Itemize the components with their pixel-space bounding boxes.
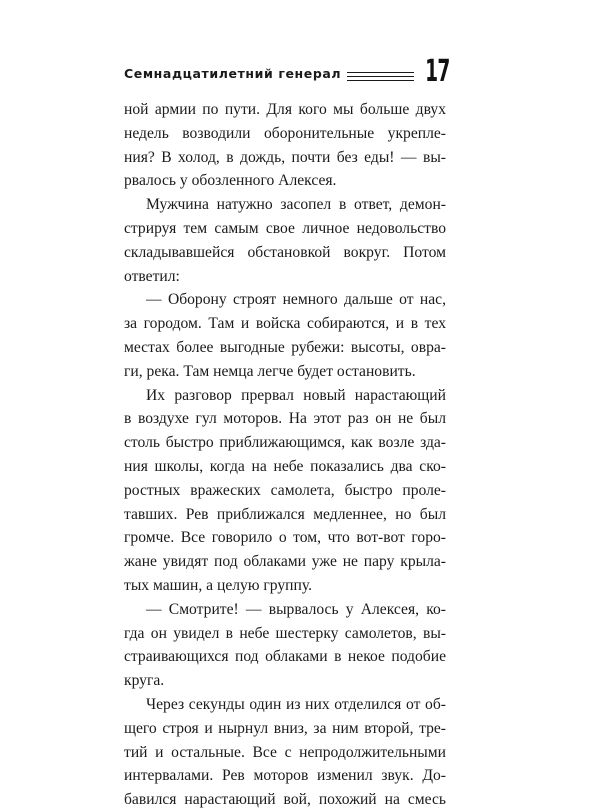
text-line: ростных вражеских самолета, быстро проле- — [124, 481, 446, 499]
text-line: ния школы, когда на небе показались два ско- — [124, 457, 446, 475]
text-line: круга. — [124, 672, 165, 690]
text-line: за городом. Там и войска собираются, и в тех — [124, 315, 446, 333]
text-line: складывавшейся обстановкой вокруг. Потом — [124, 243, 446, 261]
text-line: в воздухе гул моторов. На этот раз он не был — [124, 410, 446, 428]
text-line: Мужчина натужно засопел в ответ, демон- — [146, 196, 446, 214]
text-line: тий и остальные. Все с непродолжительными — [124, 743, 446, 761]
text-line: местах более выгодные рубежи: высоты, овра- — [124, 338, 446, 356]
text-line: ги, река. Там немца легче будет остановить. — [124, 362, 416, 380]
text-line: тавших. Рев приближался медленнее, но был — [124, 505, 446, 523]
text-line: Через секунды один из них отделился от об- — [146, 695, 446, 713]
page-number: 17 — [425, 54, 450, 89]
text-line: ной армии по пути. Для кого мы больше двух — [124, 101, 446, 118]
text-line: жане увидят под облаками уже не пару крыла- — [124, 553, 446, 571]
text-line: тых машин, а целую группу. — [124, 576, 312, 594]
text-line: Их разговор прервал новый нарастающий — [146, 386, 446, 404]
text-line: ответил: — [124, 267, 180, 285]
text-line: рвалось у обозленного Алексея. — [124, 172, 337, 190]
text-line: страивающихся под облаками в некое подобие — [124, 648, 446, 666]
text-line: громче. Все говорило о том, что вот-вот горо- — [124, 529, 446, 547]
text-line: столь быстро приближающимся, как возле зда- — [124, 434, 446, 452]
text-line: гда он увидел в небе шестерку самолетов, вы- — [124, 624, 446, 642]
text-line: недель возводили оборонительные укрепле- — [124, 124, 446, 142]
text-line: бавился нарастающий вой, похожий на смесь — [124, 791, 446, 809]
text-line: — Смотрите! — вырвалось у Алексея, ко- — [146, 600, 446, 618]
text-line: интервалами. Рев моторов изменил звук. До- — [124, 767, 446, 785]
running-title: Семнадцатилетний генерал — [124, 66, 347, 81]
text-line: — Оборону строят немного дальше от нас, — [146, 291, 446, 309]
text-line: ния? В холод, в дождь, почти без еды! — вы- — [124, 148, 446, 166]
text-line: стрируя тем самым свое личное недовольство — [124, 219, 446, 237]
body-text — [124, 98, 446, 812]
text-line: щего строя и нырнул вниз, за ним второй, тре- — [124, 719, 446, 737]
running-header — [124, 56, 450, 96]
